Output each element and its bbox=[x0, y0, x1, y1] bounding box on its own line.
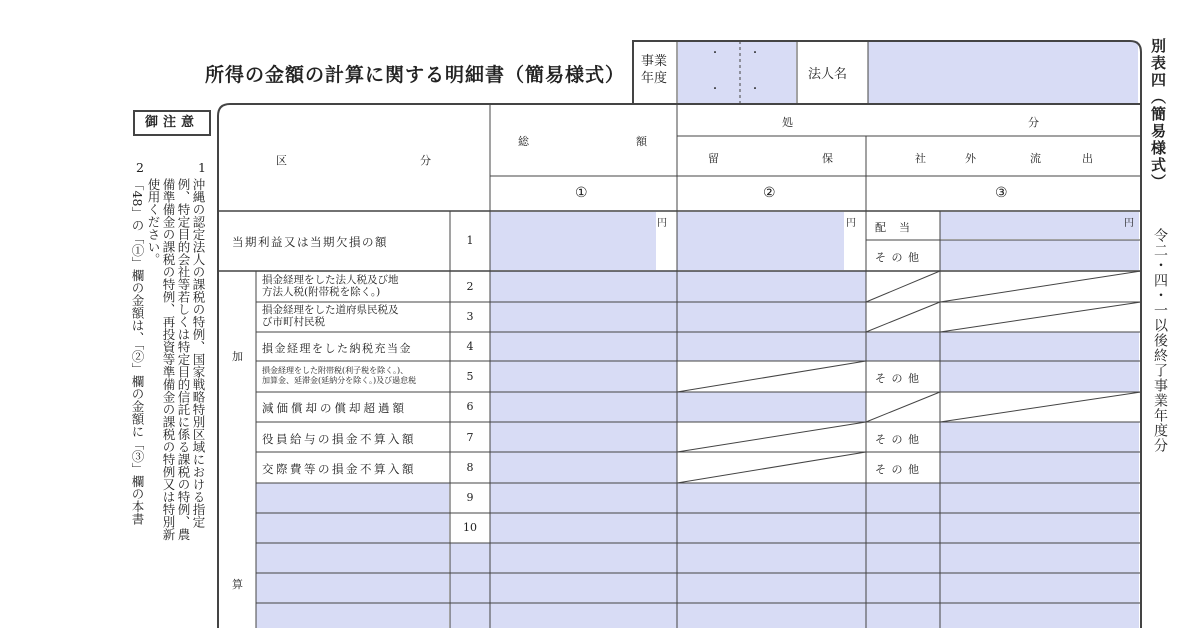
col-category-label: 区 bbox=[276, 154, 287, 167]
row-label-5: 損金経理をした附帯税(利子税を除く。)、 加算金、延滞金(延納分を除く。)及び過怠税 bbox=[262, 366, 417, 385]
row-label-2: 損金経理をした法人税及び地 方法人税(附帯税を除く。) bbox=[262, 274, 399, 298]
notice-heading: 御注意 bbox=[133, 110, 211, 136]
row-label-4: 損金経理をした納税充当金 bbox=[262, 342, 412, 355]
date-dot: ・ bbox=[750, 84, 760, 95]
col-outflow-label: 流 bbox=[1030, 152, 1041, 165]
col-number-3: ③ bbox=[995, 185, 1008, 201]
yen-unit: 円 bbox=[846, 218, 856, 229]
row-label-1: 当期利益又は当期欠損の額 bbox=[232, 235, 388, 249]
col-retained-label-2: 保 bbox=[822, 152, 833, 165]
col-disposal-label: 処 bbox=[782, 116, 793, 129]
row-label-8: 交際費等の損金不算入額 bbox=[262, 462, 416, 476]
fiscal-year-label: 事業 年度 bbox=[641, 54, 668, 86]
side-period: 令二・四・一以後終了事業年度分 bbox=[1152, 228, 1168, 453]
row-label-6: 減価償却の償却超過額 bbox=[262, 401, 407, 415]
col-category-label-2: 分 bbox=[420, 154, 431, 167]
row-number-1: 1 bbox=[466, 234, 474, 247]
date-dot: ・ bbox=[750, 48, 760, 59]
row-number-6: 6 bbox=[466, 400, 474, 413]
row-number-8: 8 bbox=[466, 461, 474, 474]
col-total-label-2: 額 bbox=[636, 135, 647, 148]
row-label-3: 損金経理をした道府県民税及 び市町村民税 bbox=[262, 304, 399, 328]
row-number-4: 4 bbox=[466, 340, 474, 353]
other-label: そ の 他 bbox=[875, 251, 920, 264]
yen-unit: 円 bbox=[657, 218, 667, 229]
col-retained-label: 留 bbox=[708, 152, 719, 165]
col-outflow-label: 社 bbox=[915, 152, 926, 165]
row-number-3: 3 bbox=[466, 310, 474, 323]
side-title: 別表四（簡易様式） bbox=[1149, 38, 1167, 191]
other-label: そ の 他 bbox=[875, 372, 920, 385]
row-number-7: 7 bbox=[466, 431, 474, 444]
date-dot: ・ bbox=[710, 84, 720, 95]
note-number-1: 1 bbox=[198, 160, 206, 175]
col-number-1: ① bbox=[575, 185, 588, 201]
col-total-label: 総 bbox=[518, 135, 529, 148]
addition-label: 加 bbox=[232, 350, 243, 363]
col-disposal-label-2: 分 bbox=[1028, 116, 1039, 129]
date-dot: ・ bbox=[710, 48, 720, 59]
dividend-label: 配 当 bbox=[875, 221, 911, 234]
row-number-10: 10 bbox=[463, 521, 477, 534]
subtraction-label: 算 bbox=[232, 578, 243, 591]
corp-name-label: 法人名 bbox=[808, 67, 848, 82]
other-label: そ の 他 bbox=[875, 433, 920, 446]
note-1: 沖縄の認定法人の課税の特例、国家戦略特別区域における指定 例、特定目的会社等若しくは特定目的信託に係る課税の特例、農 備準備金の課税の特例、再投資等準備金の課税の特例又は特別新 使用ください。 bbox=[146, 178, 206, 541]
note-number-2: 2 bbox=[136, 160, 144, 175]
form-title: 所得の金額の計算に関する明細書（簡易様式） bbox=[205, 64, 626, 86]
col-number-2: ② bbox=[763, 185, 776, 201]
row-number-9: 9 bbox=[466, 491, 474, 504]
yen-unit: 円 bbox=[1124, 218, 1134, 229]
row-label-7: 役員給与の損金不算入額 bbox=[262, 432, 416, 446]
col-outflow-label: 出 bbox=[1082, 152, 1093, 165]
row-number-2: 2 bbox=[466, 280, 474, 293]
col-outflow-label: 外 bbox=[965, 152, 976, 165]
other-label: そ の 他 bbox=[875, 463, 920, 476]
note-2: 「48」の「①」欄の金額は、「②」欄の金額に「③」欄の本書 bbox=[130, 178, 145, 526]
row-number-5: 5 bbox=[466, 370, 474, 383]
